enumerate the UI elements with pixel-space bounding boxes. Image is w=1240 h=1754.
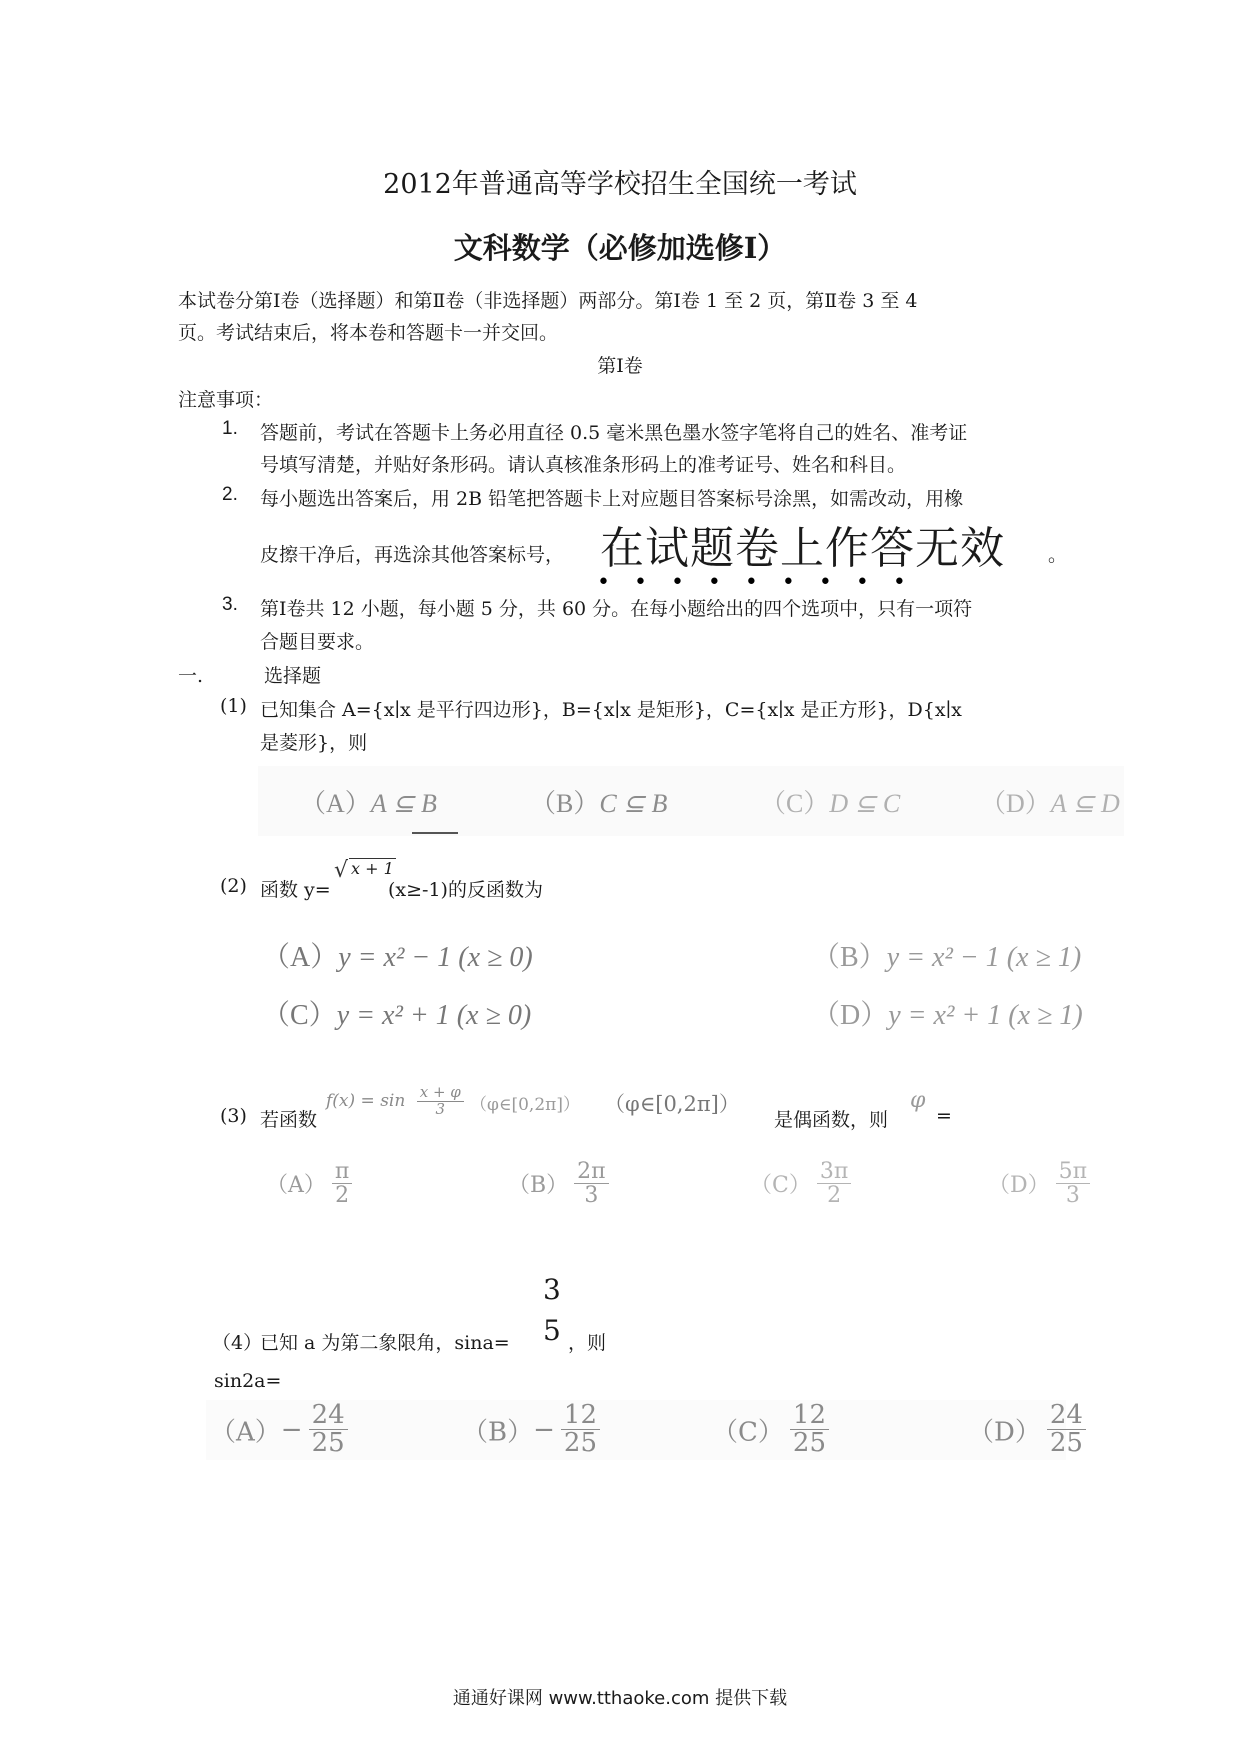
emphasis-dots: ••••••••• xyxy=(597,570,930,595)
q3-option-a: （A） $\frac{\pi}{2}$ xyxy=(266,1160,352,1207)
q1-line-2: 是菱形}，则 xyxy=(260,732,368,754)
note-2-end: 。 xyxy=(1048,544,1068,566)
q1-option-c: （C）D ⊆ C xyxy=(760,789,901,818)
intro-line-1: 本试卷分第Ⅰ卷（选择题）和第Ⅱ卷（非选择题）两部分。第Ⅰ卷 1 至 2 页，第Ⅱ卷 3 至 4 xyxy=(178,290,918,312)
note-2-line-1: 每小题选出答案后，用 2B 铅笔把答题卡上对应题目答案标号涂黑，如需改动，用橡 xyxy=(260,488,964,510)
q3-function: f(x) = sin $\frac{x + \varphi}{3}$ xyxy=(326,1085,464,1118)
q3-suffix: 是偶函数，则 xyxy=(774,1109,889,1131)
intro-line-2: 页。考试结束后，将本卷和答题卡一并交回。 xyxy=(178,322,559,344)
note-1-line-2: 号填写清楚，并贴好条形码。请认真核准条形码上的准考证号、姓名和科目。 xyxy=(260,454,907,476)
q4-option-c: （C） $\frac{12}{25}$ xyxy=(712,1402,829,1458)
note-2-number: 2. xyxy=(222,484,238,505)
note-1-line-1: 答题前，考试在答题卡上务必用直径 0.5 毫米黑色墨水签字笔将自己的姓名、准考证 xyxy=(260,422,968,444)
q3-equals: = xyxy=(936,1105,952,1127)
q1-option-d: （D）A ⊆ D xyxy=(980,789,1120,818)
q3-option-c: （C） $\frac{3\pi}{2}$ xyxy=(750,1160,851,1207)
footer-credit: 通通好课网 www.tthaoke.com 提供下载 xyxy=(452,1688,788,1709)
exam-title: 2012年普通高等学校招生全国统一考试 xyxy=(383,169,857,200)
section-one-label: 选择题 xyxy=(264,665,322,687)
q4-option-b: （B）− $\frac{12}{25}$ xyxy=(462,1402,600,1458)
q3-option-d: （D） $\frac{5\pi}{3}$ xyxy=(988,1160,1090,1207)
q2-prefix: 函数 y= xyxy=(260,879,331,901)
q1-option-b: （B）C ⊆ B xyxy=(530,789,668,818)
note-3-line-2: 合题目要求。 xyxy=(260,631,375,653)
q2-option-c: （C）y = x² + 1 (x ≥ 0) xyxy=(262,1000,532,1031)
section-one-number: 一. xyxy=(178,665,204,687)
q3-number: (3) xyxy=(220,1105,247,1127)
q3-option-b: （B） $\frac{2\pi}{3}$ xyxy=(508,1160,609,1207)
q2-radicand: x + 1 xyxy=(351,859,394,878)
q2-option-b: （B）y = x² − 1 (x ≥ 1) xyxy=(812,942,1082,973)
q4-after: ，则 xyxy=(568,1332,607,1354)
q2-option-d: （D）y = x² + 1 (x ≥ 1) xyxy=(812,1000,1083,1031)
q3-domain-2: （φ∈[0,2π]） xyxy=(604,1092,740,1116)
note-1-number: 1. xyxy=(222,418,238,439)
q2-option-a: （A）y = x² − 1 (x ≥ 0) xyxy=(262,942,533,973)
q2-suffix: (x≥-1)的反函数为 xyxy=(388,879,543,901)
q3-domain-1: （φ∈[0,2π]） xyxy=(470,1095,580,1115)
note-2-line-2: 皮擦干净后，再选涂其他答案标号， xyxy=(260,544,565,566)
q4-option-d: （D） $\frac{24}{25}$ xyxy=(968,1402,1086,1458)
note-3-number: 3. xyxy=(222,594,238,615)
q4-line-2: sin2a= xyxy=(214,1370,282,1392)
q2-number: (2) xyxy=(220,875,247,897)
q4-fraction: 3 5 xyxy=(543,1273,561,1347)
q1-option-a: （A）A ⊆ B xyxy=(300,789,437,818)
note-2-emphasis: 在试题卷上作答无效 xyxy=(600,523,1005,574)
q1-line-1: 已知集合 A={x∣x 是平行四边形}，B={x∣x 是矩形}，C={x∣x 是正方形}，D{x∣x xyxy=(260,699,962,721)
notice-heading: 注意事项： xyxy=(178,389,274,411)
sqrt-symbol: √ xyxy=(334,858,349,883)
q4-option-a: （A）− $\frac{24}{25}$ xyxy=(210,1402,348,1458)
note-3-line-1: 第Ⅰ卷共 12 小题，每小题 5 分，共 60 分。在每小题给出的四个选项中，只有一项符 xyxy=(260,598,973,620)
exam-subtitle: 文科数学（必修加选修Ⅰ） xyxy=(453,231,787,265)
q4-text: 已知 a 为第二象限角，sina= xyxy=(260,1332,510,1354)
q3-prefix: 若函数 xyxy=(260,1109,318,1131)
q1-number: (1) xyxy=(220,695,247,717)
q1-rule xyxy=(412,832,458,834)
q4-number: （4） xyxy=(212,1332,263,1354)
section-heading: 第Ⅰ卷 xyxy=(597,355,643,377)
q3-phi: φ xyxy=(910,1088,926,1113)
